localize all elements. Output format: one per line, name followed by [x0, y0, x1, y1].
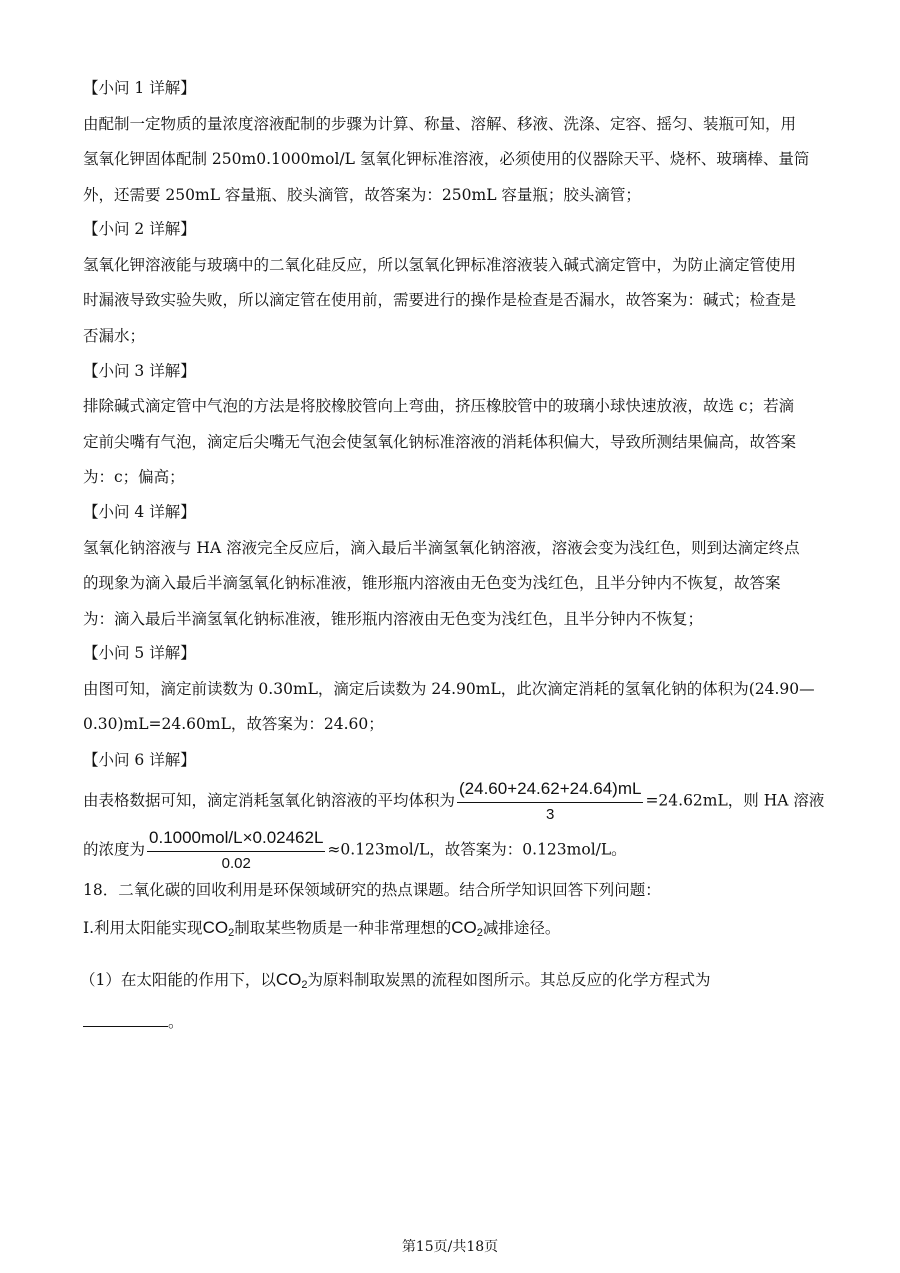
question-18-part-1 — [83, 918, 560, 943]
answer-blank-line — [83, 1012, 184, 1032]
section-header: 【小问 4 详解】 — [83, 503, 196, 521]
page-footer: 第15页/共18页 — [401, 1239, 499, 1255]
fraction-denominator: 3 — [546, 806, 555, 823]
formula-line-2 — [83, 827, 627, 874]
formula-line-1 — [83, 778, 824, 825]
text-line: 为：c；偏高； — [83, 468, 185, 486]
text-line: 的现象为滴入最后半滴氢氧化钠标准液，锥形瓶内溶液由无色变为浅红色，且半分钟内不恢复，故答案 — [83, 574, 781, 592]
fraction-average-volume — [457, 778, 643, 825]
text-run: I.利用太阳能实现 — [83, 919, 203, 937]
section-header: 【小问 5 详解】 — [83, 644, 196, 662]
text-run: 减排途径。 — [482, 919, 561, 937]
text-line: 为：滴入最后半滴氢氧化钠标准液，锥形瓶内溶液由无色变为浅红色，且半分钟内不恢复； — [83, 610, 704, 628]
text-run: 。 — [168, 1013, 184, 1031]
text-run: ≈0.123mol/L，故答案为：0.123mol/L。 — [327, 840, 627, 859]
co2-formula: $CO_2$ — [275, 970, 308, 991]
co2-formula: $CO_2$ — [451, 918, 483, 939]
text-run: =24.62mL，则 HA 溶液 — [645, 791, 825, 810]
answer-blank[interactable] — [83, 1014, 168, 1027]
text-line: 氢氧化钠溶液与 HA 溶液完全反应后，滴入最后半滴氢氧化钠溶液，溶液会变为浅红色，则到达滴定终点 — [83, 539, 800, 557]
text-line: 氢氧化钾固体配制 250m0.1000mol/L 氢氧化钾标准溶液，必须使用的仪器除天平、烧杯、玻璃棒、量筒 — [83, 150, 810, 168]
text-run: 为原料制取炭黑的流程如图所示。其总反应的化学方程式为 — [307, 971, 711, 989]
text-run: 的浓度为 — [83, 840, 146, 859]
text-line: 时漏液导致实验失败，所以滴定管在使用前，需要进行的操作是检查是否漏水，故答案为：碱式；检查是 — [83, 291, 797, 309]
text-line: 由配制一定物质的量浓度溶液配制的步骤为计算、称量、溶解、移液、洗涤、定容、摇匀、装瓶可知，用 — [83, 115, 797, 133]
text-line: 否漏水； — [83, 327, 146, 345]
section-header: 【小问 3 详解】 — [83, 362, 196, 380]
text-line: 排除碱式滴定管中气泡的方法是将胶橡胶管向上弯曲，挤压橡胶管中的玻璃小球快速放液，故选 c；若滴 — [83, 397, 795, 415]
text-line: 定前尖嘴有气泡，滴定后尖嘴无气泡会使氢氧化钠标准溶液的消耗体积偏大，导致所测结果偏高，故答案 — [83, 433, 797, 451]
fraction-concentration — [147, 827, 325, 874]
co2-formula: $CO_2$ — [202, 918, 235, 939]
section-header: 【小问 6 详解】 — [83, 751, 196, 769]
fraction-numerator: 0.1000mol/L×0.02462L — [147, 827, 325, 852]
text-line: 0.30)mL=24.60mL，故答案为：24.60； — [83, 715, 384, 733]
question-18-title: 18．二氧化碳的回收利用是环保领域研究的热点课题。结合所学知识回答下列问题： — [83, 881, 661, 899]
text-run: 制取某些物质是一种非常理想的 — [234, 919, 452, 937]
fraction-numerator: (24.60+24.62+24.64)mL — [457, 778, 643, 803]
text-line: 由图可知，滴定前读数为 0.30mL，滴定后读数为 24.90mL，此次滴定消耗的氢氧化钠的体积为(24.90— — [83, 680, 815, 698]
text-line: 外，还需要 250mL 容量瓶、胶头滴管，故答案为：250mL 容量瓶；胶头滴管； — [83, 186, 641, 204]
fraction-denominator: 0.02 — [221, 855, 251, 872]
section-header: 【小问 2 详解】 — [83, 220, 196, 238]
text-run: （1）在太阳能的作用下，以 — [80, 971, 276, 989]
text-run: 由表格数据可知，滴定消耗氢氧化钠溶液的平均体积为 — [83, 791, 456, 810]
section-header: 【小问 1 详解】 — [83, 79, 196, 97]
text-line: 氢氧化钾溶液能与玻璃中的二氧化硅反应，所以氢氧化钾标准溶液装入碱式滴定管中，为防止滴定管使用 — [83, 256, 797, 274]
question-18-sub-1 — [80, 970, 711, 995]
